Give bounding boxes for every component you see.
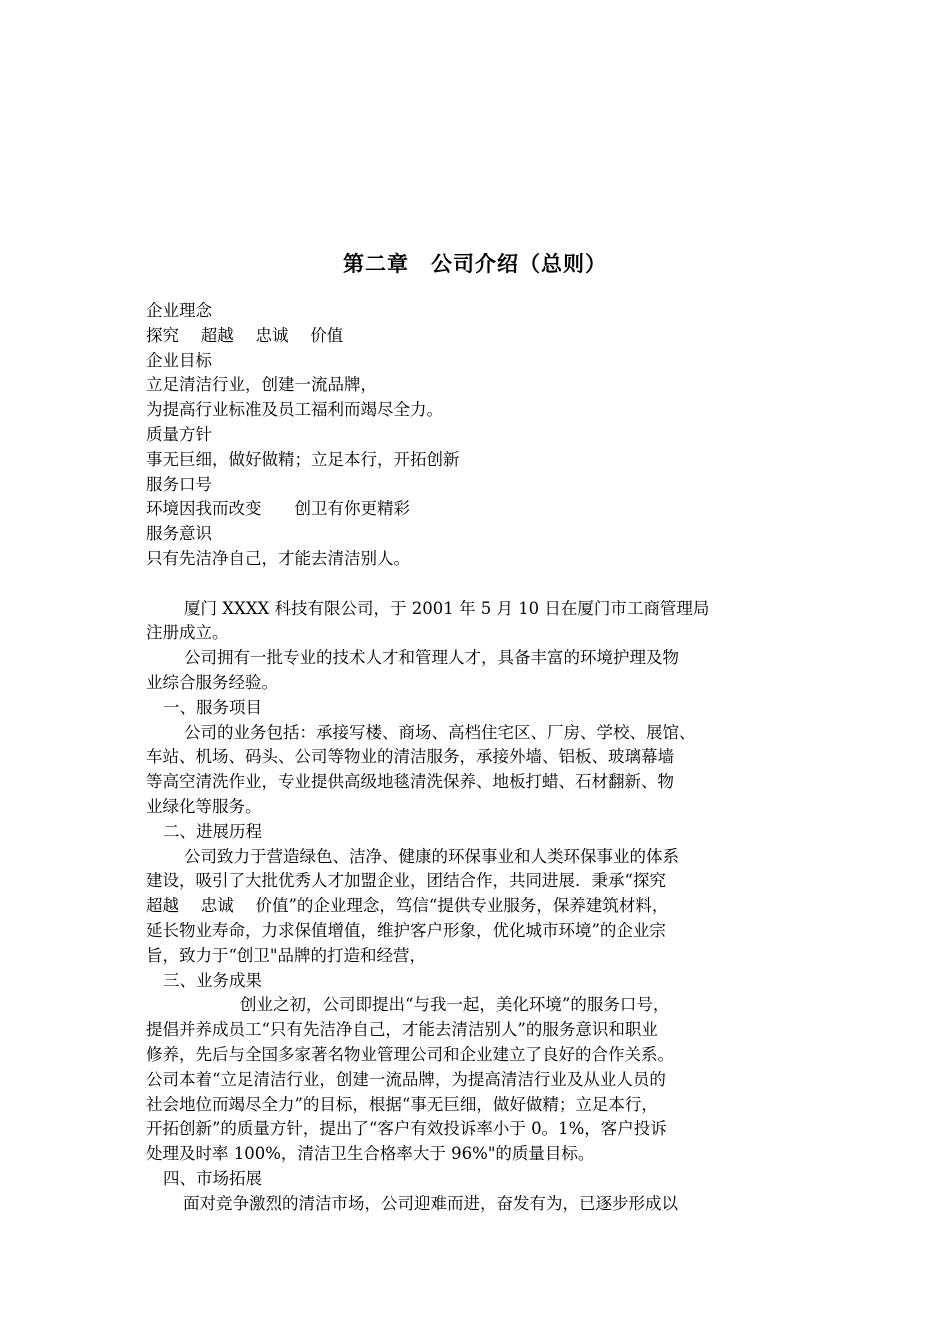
paragraph-line: 旨，致力于“创卫"品牌的打造和经营， [146, 945, 427, 965]
paragraph-line: 建设，吸引了大批优秀人才加盟企业，团结合作，共同进展．秉承“探究 [146, 871, 666, 891]
intro-line: 企业理念 [146, 301, 212, 320]
section-heading: 二、进展历程 [163, 821, 262, 841]
paragraph-line: 延长物业寿命，力求保值增值，维护客户形象，优化城市环境”的企业宗 [146, 920, 666, 940]
intro-line: 服务口号 [146, 474, 212, 494]
paragraph-line: 开拓创新”的质量方针，提出了“客户有效投诉率小于 0。1%，客户投诉 [146, 1119, 667, 1139]
paragraph-line: 修养，先后与全国多家著名物业管理公司和企业建立了良好的合作关系。 [146, 1044, 674, 1064]
intro-line: 事无巨细，做好做精；立足本行，开拓创新 [146, 449, 460, 469]
intro-line: 探究 超越 忠诚 价值 [146, 325, 344, 345]
paragraph-line: 注册成立。 [146, 623, 229, 643]
intro-line: 只有先洁净自己，才能去清洁别人。 [146, 548, 410, 568]
chapter-title: 第二章 公司介绍（总则） [343, 251, 607, 276]
document-body [146, 299, 811, 1216]
paragraph-line: 提倡并养成员工“只有先洁净自己，才能去清洁别人”的服务意识和职业 [146, 1020, 658, 1040]
paragraph-line: 公司拥有一批专业的技术人才和管理人才，具备丰富的环境护理及物 [184, 648, 679, 668]
paragraph-line: 超越 忠诚 价值”的企业理念，笃信“提供专业服务，保养建筑材料， [146, 896, 669, 916]
paragraph-line: 处理及时率 100%，清洁卫生合格率大于 96%"的质量目标。 [146, 1144, 595, 1164]
paragraph-line: 车站、机场、码头、公司等物业的清洁服务，承接外墙、铝板、玻璃幕墙 [146, 747, 674, 767]
intro-line: 环境因我而改变 创卫有你更精彩 [146, 499, 410, 519]
intro-line: 为提高行业标准及员工福利而竭尽全力。 [146, 400, 443, 420]
intro-line: 质量方针 [146, 424, 212, 444]
section-heading: 三、业务成果 [163, 970, 262, 990]
section-heading: 一、服务项目 [163, 697, 262, 717]
intro-line: 服务意识 [146, 524, 212, 544]
paragraph-line: 业综合服务经验。 [146, 672, 278, 692]
paragraph-line: 厦门 XXXX 科技有限公司，于 2001 年 5 月 10 日在厦门市工商管理局 [184, 598, 710, 618]
paragraph-line: 公司致力于营造绿色、洁净、健康的环保事业和人类环保事业的体系 [184, 846, 679, 866]
intro-line: 立足清洁行业，创建一流品牌， [146, 375, 377, 395]
paragraph-line: 等高空清洗作业，专业提供高级地毯清洗保养、地板打蜡、石材翻新、物 [146, 772, 674, 792]
paragraph-line: 公司本着“立足清洁行业，创建一流品牌，为提高清洁行业及从业人员的 [146, 1069, 666, 1089]
paragraph-line: 社会地位而竭尽全力”的目标，根据“事无巨细，做好做精；立足本行， [146, 1094, 658, 1114]
paragraph-line: 面对竞争激烈的清洁市场，公司迎难而进，奋发有为，已逐步形成以 [183, 1193, 678, 1213]
paragraph-line: 公司的业务包括：承接写楼、商场、高档住宅区、厂房、学校、展馆、 [184, 722, 696, 742]
paragraph-line: 业绿化等服务。 [146, 796, 262, 816]
intro-line: 企业目标 [146, 350, 212, 370]
section-heading: 四、市场拓展 [163, 1168, 262, 1188]
blank-line [146, 572, 811, 597]
paragraph-line: 创业之初，公司即提出“与我一起，美化环境”的服务口号， [240, 995, 670, 1015]
